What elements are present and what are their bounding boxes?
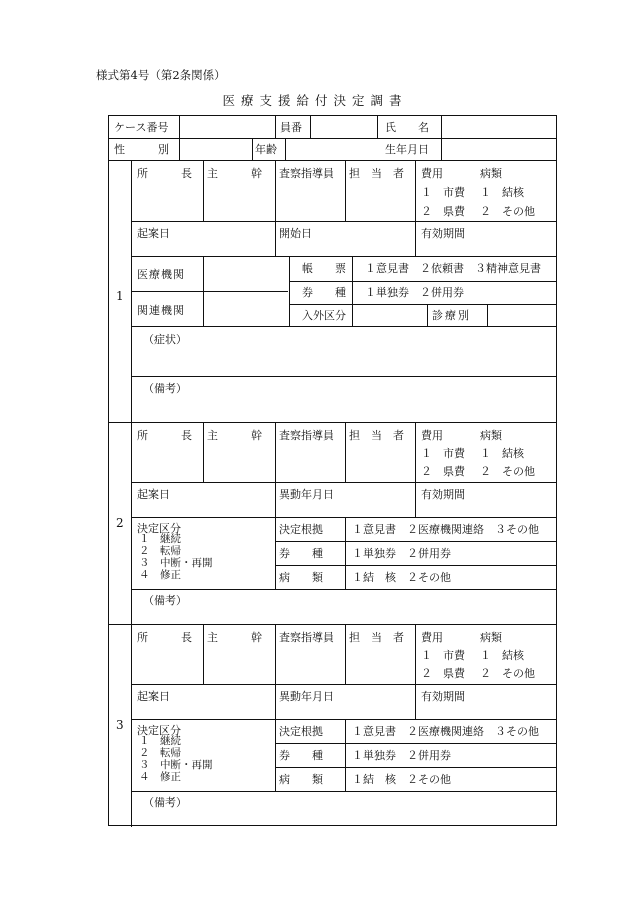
in-out-label: 入外区分 [302,309,346,322]
draft-date-label: 起案日 [137,227,170,240]
cost-option: １ 市費 [421,186,465,199]
form-title: 医療支援給付決定調書 [222,93,408,108]
staff-label: 担 当 者 [349,631,404,644]
ticket-type-options: １単独券 ２併用券 [352,749,451,762]
disease-option: ２ その他 [480,667,535,680]
member-number-label: 員番 [280,121,302,134]
cost-option: ２ 県費 [421,465,465,478]
director-label: 所 長 [137,167,192,180]
decision-option: ２ 転帰 [139,747,181,759]
ticket-type-options: １単独券 ２併用券 [352,547,451,560]
draft-date-label: 起案日 [137,488,170,501]
decision-option: １ 継続 [139,533,181,545]
medical-institution-label: 医療機関 [137,268,185,281]
birthdate-label: 生年月日 [385,143,429,156]
cost-option: １ 市費 [421,447,465,460]
disease-option: ２ その他 [480,205,535,218]
section-number: 1 [116,289,124,303]
cost-label: 費用 [421,429,443,442]
disease-option: １ 結核 [480,649,524,662]
form-type-options: １意見書 ２依頼書 ３精神意見書 [365,262,541,275]
disease-label: 病類 [480,429,502,442]
disease-label: 病類 [480,167,502,180]
valid-period-label: 有効期間 [421,227,465,240]
symptoms-label: （症状） [143,333,187,346]
disease-option: １ 結核 [480,447,524,460]
cost-option: ２ 県費 [421,667,465,680]
director-label: 所 長 [137,429,192,442]
chief-label: 主 幹 [207,167,262,180]
decision-option: ３ 中断・再開 [139,759,213,771]
decision-category-label: 決定区分 [137,724,181,737]
chief-label: 主 幹 [207,631,262,644]
disease-option: ２ その他 [480,465,535,478]
form-number: 様式第4号（第2条関係） [96,68,226,82]
staff-label: 担 当 者 [349,167,404,180]
ticket-type-label: 券 種 [279,547,323,560]
name-label: 氏 名 [385,121,429,134]
decision-basis-label: 決定根拠 [279,523,323,536]
ticket-type-label: 券 種 [302,286,346,299]
case-number-label: ケース番号 [114,121,169,134]
decision-option: ４ 修正 [139,771,181,783]
disease-type-label: 病 類 [279,571,323,584]
sex-label: 性 別 [114,143,169,156]
director-label: 所 長 [137,631,192,644]
ticket-type-label: 券 種 [279,749,323,762]
decision-option: １ 継続 [139,735,181,747]
remarks-label: （備考） [143,796,187,809]
change-date-label: 異動年月日 [279,690,334,703]
inspector-label: 査察指導員 [279,429,334,442]
form-type-label: 帳 票 [302,262,346,275]
cost-option: １ 市費 [421,649,465,662]
decision-basis-options: １意見書 ２医療機関連絡 ３その他 [352,725,539,738]
start-date-label: 開始日 [279,227,312,240]
draft-date-label: 起案日 [137,690,170,703]
cost-option: ２ 県費 [421,205,465,218]
age-label: 年齢 [255,143,277,156]
valid-period-label: 有効期間 [421,488,465,501]
ticket-type-options: １単独券 ２併用券 [365,286,464,299]
disease-type-options: １結 核 ２その他 [352,571,451,584]
decision-category-label: 決定区分 [137,522,181,535]
disease-label: 病類 [480,631,502,644]
disease-type-options: １結 核 ２その他 [352,773,451,786]
valid-period-label: 有効期間 [421,690,465,703]
cost-label: 費用 [421,167,443,180]
decision-basis-label: 決定根拠 [279,725,323,738]
remarks-label: （備考） [143,594,187,607]
remarks-label: （備考） [143,382,187,395]
decision-form [108,115,557,826]
decision-basis-options: １意見書 ２医療機関連絡 ３その他 [352,523,539,536]
exam-type-label: 診療別 [432,309,471,322]
disease-type-label: 病 類 [279,773,323,786]
section-number: 3 [116,718,124,732]
section-number: 2 [116,516,124,530]
change-date-label: 異動年月日 [279,488,334,501]
chief-label: 主 幹 [207,429,262,442]
decision-option: ４ 修正 [139,569,181,581]
disease-option: １ 結核 [480,186,524,199]
cost-label: 費用 [421,631,443,644]
inspector-label: 査察指導員 [279,631,334,644]
inspector-label: 査察指導員 [279,167,334,180]
decision-option: ３ 中断・再開 [139,557,213,569]
decision-option: ２ 転帰 [139,545,181,557]
related-institution-label: 関連機関 [137,304,185,317]
staff-label: 担 当 者 [349,429,404,442]
